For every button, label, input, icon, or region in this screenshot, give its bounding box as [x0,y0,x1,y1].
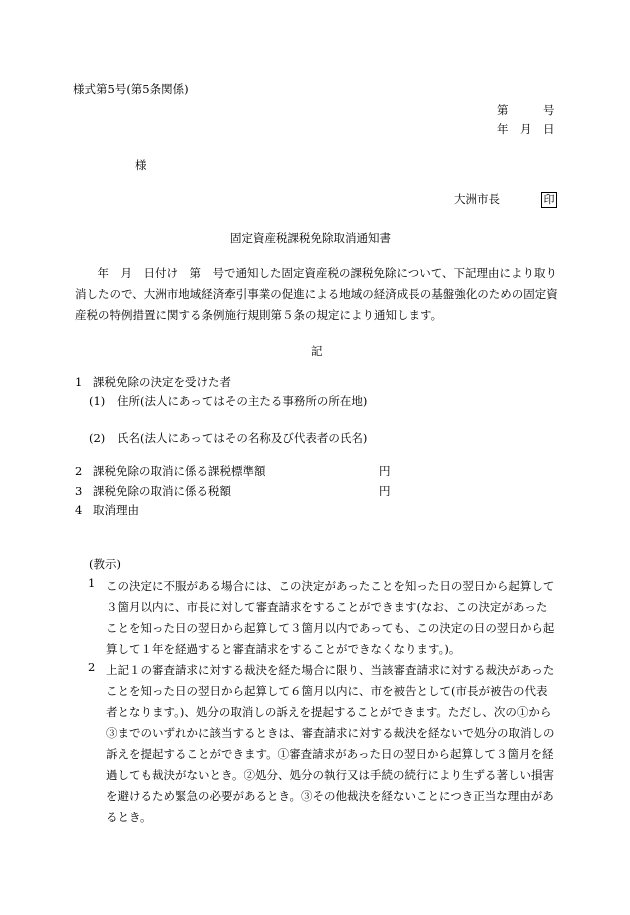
issuer-name: 大洲市長 [454,192,500,206]
item-3-unit: 円 [379,484,391,498]
item-1-number: 1 [75,375,83,389]
issue-date: 年 月 日 [497,122,555,136]
sub-2-label: 氏名(法人にあってはその名称及び代表者の氏名) [117,431,368,445]
instruction-paragraph-1 [88,576,558,660]
item-4 [75,505,139,517]
instruction-2-number: 2 [88,660,96,674]
item-4-label: 取消理由 [93,503,139,517]
item-2-label: 課税免除の取消に係る課税標準額 [93,464,266,478]
issuer-seal [541,192,557,208]
ki-heading: 記 [311,344,323,358]
item-1-sub-1 [89,396,367,408]
item-3 [75,486,231,498]
document-title: 固定資産税課税免除取消通知書 [230,231,391,245]
sub-1-number: (1) [89,394,106,408]
instruction-2-text: 上記１の審査請求に対する裁決を経た場合に限り、当該審査請求に対する裁決があったことを知った日の翌日から起算して６箇月以内に、市を被告として(市長が被告の代表者となります。)、処分の取消しの訴えを提起することができます。ただし、次の①から③までのいずれかに該当するときは、審査請求に対する裁決を経ないで処分の取消しの訴えを提起することができます。①審査請求があった日の翌日から起算して３箇月を経過しても裁決がないとき。②処分、処分の執行又は手続の続行により生ずる著しい損害を避けるため緊急の必要があるとき。③その他裁決を経ないことにつき正当な理由があるとき。 [106,663,555,824]
addressee-suffix: 様 [135,158,147,172]
notice-body: 年 月 日付け 第 号で通知した固定資産税の課税免除について、下記理由により取り消したので、大洲市地域経済牽引事業の促進による地域の経済成長の基盤強化のための固定資産税の特例措置に関する条例施行規則第５条の規定により通知します。 [75,266,558,322]
instruction-heading: (教示) [89,557,121,571]
item-4-number: 4 [75,503,83,517]
item-3-label: 課税免除の取消に係る税額 [93,484,231,498]
item-2 [75,466,266,478]
sub-1-label: 住所(法人にあってはその主たる事務所の所在地) [117,394,368,408]
seal-mark: 印 [541,192,557,208]
item-2-number: 2 [75,464,83,478]
item-1-sub-2 [89,433,367,445]
instruction-1-text: この決定に不服がある場合には、この決定があったことを知った日の翌日から起算して３箇月以内に、市長に対して審査請求をすることができます(なお、この決定があったことを知った日の翌日から起算して３箇月以内であっても、この決定の日の翌日から起算して１年を経過すると審査請求をすることができなくなります。)。 [106,579,555,656]
item-3-number: 3 [75,484,83,498]
item-1-label: 課税免除の決定を受けた者 [93,375,231,389]
document-number: 第 号 [497,103,555,117]
form-number: 様式第5号(第5条関係) [73,82,189,96]
item-2-unit: 円 [379,464,391,478]
sub-2-number: (2) [89,431,106,445]
item-1 [75,377,231,389]
instruction-paragraph-2 [88,660,558,824]
instruction-1-number: 1 [88,576,96,590]
